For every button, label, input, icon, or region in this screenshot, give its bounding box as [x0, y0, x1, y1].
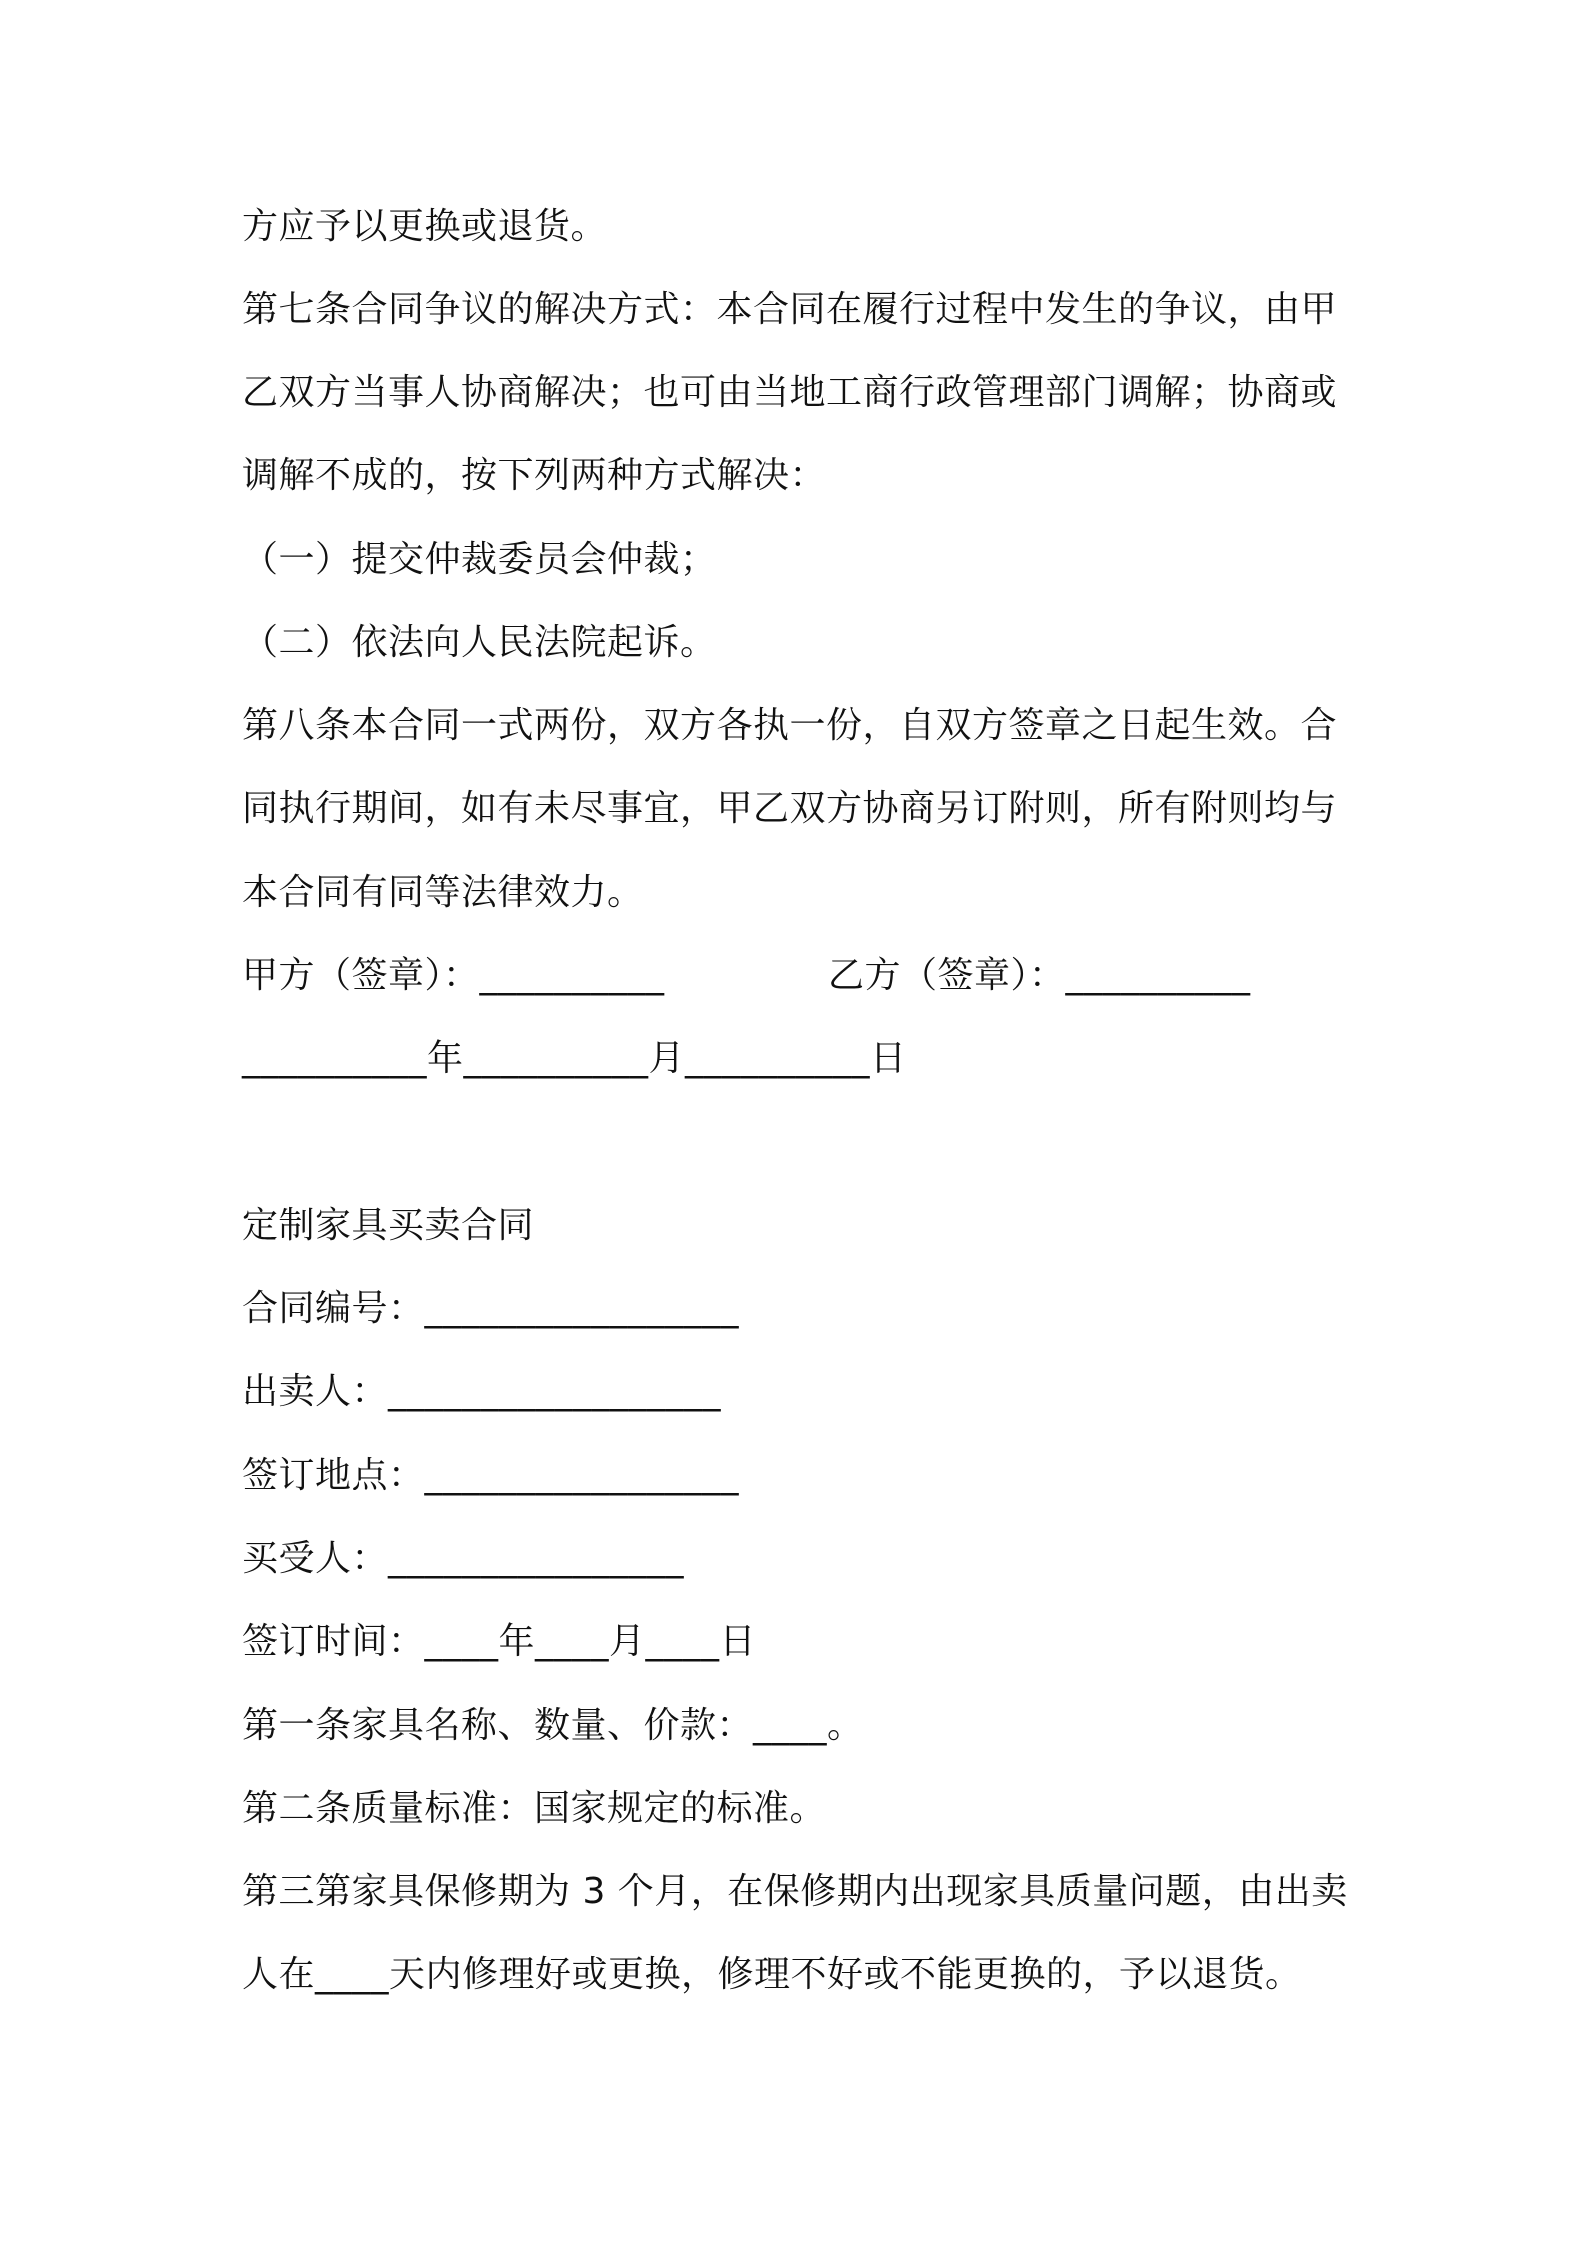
article-3-line-1: 第三第家具保修期为 3 个月，在保修期内出现家具质量问题，由出卖 — [242, 1871, 1348, 1912]
contract-title: 定制家具买卖合同 — [242, 1205, 535, 1246]
contract-number-field: 合同编号：_________________ — [242, 1288, 740, 1329]
article-2-line: 第二条质量标准：国家规定的标准。 — [242, 1788, 827, 1829]
seller-field: 出卖人：__________________ — [242, 1371, 722, 1412]
date-line: __________年__________月__________日 — [242, 1038, 907, 1079]
signature-party-b: 乙方（签章）：__________ — [828, 955, 1251, 996]
article-7-line-2: 乙双方当事人协商解决；也可由当地工商行政管理部门调解；协商或 — [242, 372, 1338, 413]
article-7-line-3: 调解不成的，按下列两种方式解决： — [242, 455, 827, 496]
article-7-line-1: 第七条合同争议的解决方式：本合同在履行过程中发生的争议，由甲 — [242, 289, 1338, 330]
buyer-field: 买受人：________________ — [242, 1538, 685, 1579]
signature-party-a: 甲方（签章）：__________ — [242, 955, 665, 996]
article-3-line-2: 人在____天内修理好或更换，修理不好或不能更换的，予以退货。 — [242, 1954, 1302, 1995]
signing-place-field: 签订地点：_________________ — [242, 1455, 740, 1496]
signing-time-field: 签订时间：____年____月____日 — [242, 1621, 757, 1662]
option-2-line: （二）依法向人民法院起诉。 — [242, 622, 717, 663]
article-8-line-2: 同执行期间，如有未尽事宜，甲乙双方协商另订附则，所有附则均与 — [242, 788, 1338, 829]
article-8-line-1: 第八条本合同一式两份，双方各执一份，自双方签章之日起生效。合 — [242, 705, 1338, 746]
option-1-line: （一）提交仲裁委员会仲裁； — [242, 539, 717, 580]
article-8-line-3: 本合同有同等法律效力。 — [242, 872, 644, 913]
article-1-line: 第一条家具名称、数量、价款：____。 — [242, 1705, 864, 1746]
text-line: 方应予以更换或退货。 — [242, 206, 608, 247]
